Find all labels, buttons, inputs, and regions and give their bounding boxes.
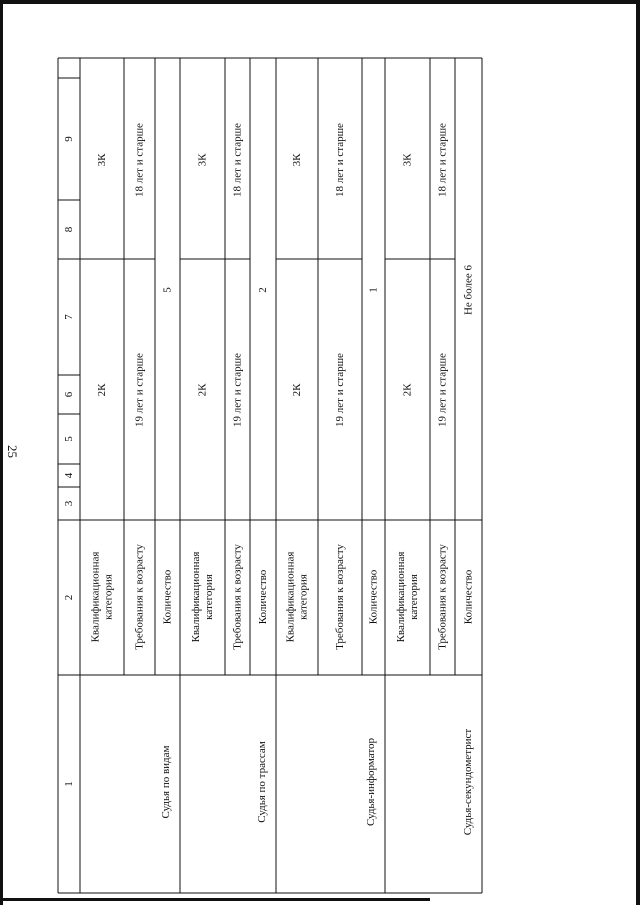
value-cols-3-6: 2К [196,383,209,397]
value-cols-3-6: 19 лет и старше [133,353,146,427]
value-count: 1 [367,287,380,293]
value-cols-7-9: 18 лет и старше [133,123,146,197]
row-label: категория [408,574,420,620]
row-label: Требования к возрасту [334,544,346,650]
judge-title: Судья-секундометрист [462,728,474,836]
column-number-3: 3 [63,500,75,507]
value-cols-3-6: 19 лет и старше [436,353,449,427]
value-cols-7-9: 18 лет и старше [231,123,244,197]
column-number-6: 6 [63,391,75,398]
value-count: Не более 6 [462,264,475,316]
row-label: Количество [161,569,174,625]
table-text [63,123,475,835]
value-count: 2 [257,287,269,293]
value-cols-3-6: 2К [291,383,303,397]
column-number-9: 9 [63,136,75,142]
column-number-1: 1 [63,781,75,787]
row-label: Квалификационная [89,551,102,643]
value-cols-7-9: 18 лет и старше [436,123,449,197]
row-label: Квалификационная [395,551,407,643]
value-cols-3-6: 19 лет и старше [334,353,346,427]
row-label: категория [297,574,310,620]
row-label: Требования к возрасту [133,544,146,650]
row-label: Требования к возрасту [231,544,244,650]
column-number-2: 2 [63,594,75,601]
column-number-8: 8 [63,226,75,233]
value-cols-7-9: 18 лет и старше [334,123,346,197]
value-cols-7-9: 3К [96,153,108,167]
row-label: Квалификационная [284,551,297,643]
row-label: Квалификационная [190,551,202,643]
value-cols-7-9: 3К [196,153,209,167]
row-label: Количество [462,569,475,625]
row-label: категория [203,574,215,620]
row-label: Требования к возрасту [436,544,449,650]
value-cols-7-9: 3К [291,153,303,167]
column-number-7: 7 [63,314,75,320]
row-label: категория [102,574,115,620]
row-label: Количество [257,569,269,625]
judge-title: Судья по трассам [256,741,268,823]
column-number-4: 4 [63,472,75,479]
value-cols-3-6: 2К [401,383,414,397]
value-count: 5 [161,287,174,293]
page-number: 25 [5,445,20,458]
column-number-5: 5 [63,436,75,442]
value-cols-3-6: 19 лет и старше [231,353,244,427]
judge-title: Судья по видам [160,745,172,819]
value-cols-3-6: 2К [96,383,108,397]
value-cols-7-9: 3К [401,153,414,167]
row-label: Количество [367,569,380,625]
table-grid-lines [58,58,482,893]
judge-title: Судья-информатор [365,737,377,827]
